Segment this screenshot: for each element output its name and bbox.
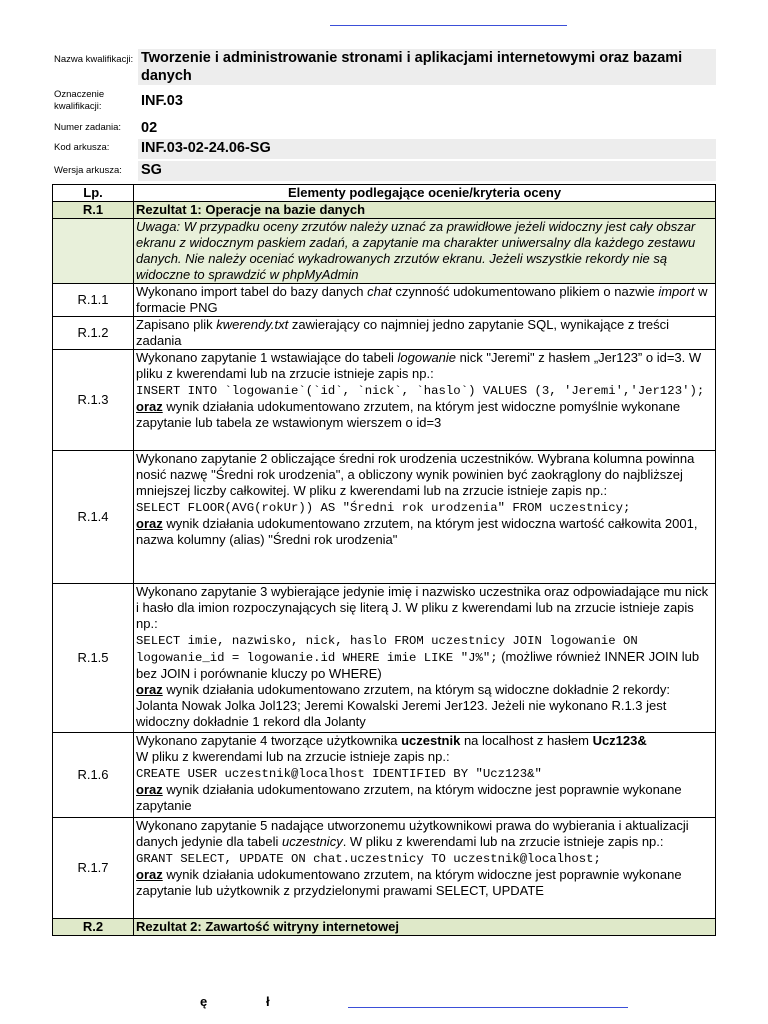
criteria-row-r13 bbox=[53, 350, 716, 451]
criteria-text-r13 bbox=[134, 350, 716, 451]
text: w formacie PNG bbox=[136, 284, 708, 315]
label-task-number: Numer zadania: bbox=[54, 122, 122, 133]
result-row-r1 bbox=[53, 202, 716, 219]
header-row-name bbox=[52, 49, 716, 85]
text: wynik działania udokumentowano zrzutem, na którym jest widoczne pomyślnie wykonane zapytanie lub tabela ze wstawionym wierszem o id=3 bbox=[136, 399, 681, 430]
lp-r17: R.1.7 bbox=[53, 818, 134, 919]
text: zawierający co najmniej jedno zapytanie SQL, wynikające z treści zadania bbox=[136, 317, 670, 348]
file-name: kwerendy.txt bbox=[216, 317, 289, 332]
lp-r16: R.1.6 bbox=[53, 733, 134, 818]
top-rule bbox=[330, 25, 567, 26]
sql-code: GRANT SELECT, UPDATE ON chat.uczestnicy TO uczestnik@localhost; bbox=[136, 852, 601, 866]
text: . W pliku z kwerendami lub na zrzucie istnieje zapis np.: bbox=[342, 834, 664, 849]
table-name: logowanie bbox=[397, 350, 457, 365]
criteria-row-r17 bbox=[53, 818, 716, 919]
oraz-keyword: oraz bbox=[136, 867, 163, 882]
text: Wykonano zapytanie 5 nadające utworzonemu użytkownikowi prawa do wybierania i aktualizacji danych jedynie dla tabeli bbox=[136, 818, 689, 849]
text: czynność udokumentowano plikiem o nazwie bbox=[391, 284, 659, 299]
text: wynik działania udokumentowano zrzutem, na którym jest widoczna wartość całkowita 2001, nazwa kolumny (alias) "Średni rok urodzenia" bbox=[136, 516, 698, 547]
value-qualification-name: Tworzenie i administrowanie stronami i aplikacjami internetowymi oraz bazami danych bbox=[138, 49, 716, 85]
criteria-text-r12 bbox=[134, 317, 716, 350]
label-qualification-code: Oznaczenie kwalifikacji: bbox=[54, 89, 105, 112]
note-row bbox=[53, 219, 716, 284]
text: Wykonano zapytanie 4 tworzące użytkownika bbox=[136, 733, 402, 748]
label-qualification-name: Nazwa kwalifikacji: bbox=[54, 54, 134, 65]
lp-r15: R.1.5 bbox=[53, 584, 134, 733]
text: W pliku z kwerendami lub na zrzucie istnieje zapis np.: bbox=[136, 749, 450, 764]
criteria-row-r14 bbox=[53, 451, 716, 584]
lp-r13: R.1.3 bbox=[53, 350, 134, 451]
text: wynik działania udokumentowano zrzutem, na którym widoczne jest poprawnie wykonane zapytanie bbox=[136, 782, 682, 813]
text: wynik działania udokumentowano zrzutem, na którym są widoczne dokładnie 2 rekordy: Jolanta Nowak Jolka Jol123; Jeremi Kowalski Jeremi Jer123. Jeżeli nie wykonano R.1.3 jest widoczny dokładnie 1 rekord dla Jolanty bbox=[136, 682, 670, 729]
file-name: import bbox=[658, 284, 695, 299]
criteria-text-r11 bbox=[134, 284, 716, 317]
oraz-keyword: oraz bbox=[136, 516, 163, 531]
sql-code: CREATE USER uczestnik@localhost IDENTIFIED BY "Ucz123&" bbox=[136, 767, 542, 781]
criteria-text-r14 bbox=[134, 451, 716, 584]
value-sheet-code: INF.03-02-24.06-SG bbox=[138, 139, 716, 159]
footer-char-1: ę bbox=[200, 994, 208, 1009]
criteria-text-r15 bbox=[134, 584, 716, 733]
text: Wykonano zapytanie 1 wstawiające do tabeli bbox=[136, 350, 398, 365]
header-row-code bbox=[52, 89, 716, 117]
note-lp-empty bbox=[53, 219, 134, 284]
text: na localhost z hasłem bbox=[460, 733, 593, 748]
criteria-text-r17 bbox=[134, 818, 716, 919]
criteria-row-r16 bbox=[53, 733, 716, 818]
table-name: uczestnicy bbox=[282, 834, 343, 849]
password: Ucz123& bbox=[592, 733, 647, 748]
criteria-row-r12 bbox=[53, 317, 716, 350]
text: Wykonano import tabel do bazy danych bbox=[136, 284, 368, 299]
header-row-sheet-code bbox=[52, 139, 716, 159]
lp-r2: R.2 bbox=[53, 919, 134, 936]
text: Wykonano zapytanie 3 wybierające jedynie imię i nazwisko uczestnika oraz odpowiadające mu nick i hasło dla imion rozpoczynających się literą J. W pliku z kwerendami lub na zrzucie istnieje zapis np.: bbox=[136, 584, 709, 631]
result-row-r2 bbox=[53, 919, 716, 936]
result-title-r2: Rezultat 2: Zawartość witryny internetowej bbox=[134, 919, 716, 936]
db-name: chat bbox=[367, 284, 392, 299]
text: Wykonano zapytanie 2 obliczające średni rok urodzenia uczestników. Wybrana kolumna powinna nosić nazwę "Średni rok urodzenia", a obliczony wynik powinien być zaokrąglony do najbliższej mniejszej liczby całkowitej. W pliku z kwerendami lub na zrzucie istnieje zapis np.: bbox=[136, 451, 695, 498]
criteria-row-r11 bbox=[53, 284, 716, 317]
criteria-text-r16 bbox=[134, 733, 716, 818]
lp-r12: R.1.2 bbox=[53, 317, 134, 350]
lp-r1: R.1 bbox=[53, 202, 134, 219]
value-qualification-code: INF.03 bbox=[141, 93, 183, 109]
sql-code: SELECT FLOOR(AVG(rokUr)) AS "Średni rok urodzenia" FROM uczestnicy; bbox=[136, 501, 631, 515]
footer-char-2: ł bbox=[266, 994, 270, 1009]
sql-code: INSERT INTO `logowanie`(`id`, `nick`, `haslo`) VALUES (3, 'Jeremi','Jer123'); bbox=[136, 384, 705, 398]
text: wynik działania udokumentowano zrzutem, na którym widoczne jest poprawnie wykonane zapytanie lub użytkownik z przydzielonymi prawami SELECT, UPDATE bbox=[136, 867, 682, 898]
text: nick "Jeremi" z hasłem „Jer123” o id=3. W pliku z kwerendami lub na zrzucie istnieje zapis np.: bbox=[136, 350, 702, 381]
table-header-row bbox=[53, 185, 716, 202]
col-header-lp: Lp. bbox=[53, 185, 134, 202]
header-row-task bbox=[52, 119, 716, 137]
oraz-keyword: oraz bbox=[136, 782, 163, 797]
oraz-keyword: oraz bbox=[136, 399, 163, 414]
bottom-rule bbox=[348, 1007, 628, 1008]
result-title-r1: Rezultat 1: Operacje na bazie danych bbox=[134, 202, 716, 219]
label-sheet-version: Wersja arkusza: bbox=[54, 165, 122, 176]
user-name: uczestnik bbox=[401, 733, 461, 748]
lp-r11: R.1.1 bbox=[53, 284, 134, 317]
value-sheet-version: SG bbox=[138, 161, 716, 181]
sql-code: SELECT imie, nazwisko, nick, haslo FROM uczestnicy JOIN logowanie ON logowanie_id = logowanie.id WHERE imie LIKE "J%"; bbox=[136, 634, 638, 665]
value-task-number: 02 bbox=[141, 120, 158, 136]
col-header-criteria: Elementy podlegające ocenie/kryteria oceny bbox=[134, 185, 716, 202]
oraz-keyword: oraz bbox=[136, 682, 163, 697]
criteria-table bbox=[52, 184, 716, 936]
criteria-row-r15 bbox=[53, 584, 716, 733]
lp-r14: R.1.4 bbox=[53, 451, 134, 584]
header-row-sheet-version bbox=[52, 161, 716, 181]
text: (możliwe również INNER JOIN lub bez JOIN i porównanie kluczy po WHERE) bbox=[136, 649, 700, 681]
label-sheet-code: Kod arkusza: bbox=[54, 142, 110, 153]
text: Zapisano plik bbox=[136, 317, 217, 332]
note-text: Uwaga: W przypadku oceny zrzutów należy uznać za prawidłowe jeżeli widoczny jest cały obszar ekranu z widocznym paskiem zadań, a zapytanie ma charakter uniwersalny dla każdego zestawu danych. Nie należy oceniać wykadrowanych zrzutów ekranu. Jeżeli wszystkie rekordy nie są widoczne to sprawdzić w phpMyAdmin bbox=[134, 219, 716, 284]
